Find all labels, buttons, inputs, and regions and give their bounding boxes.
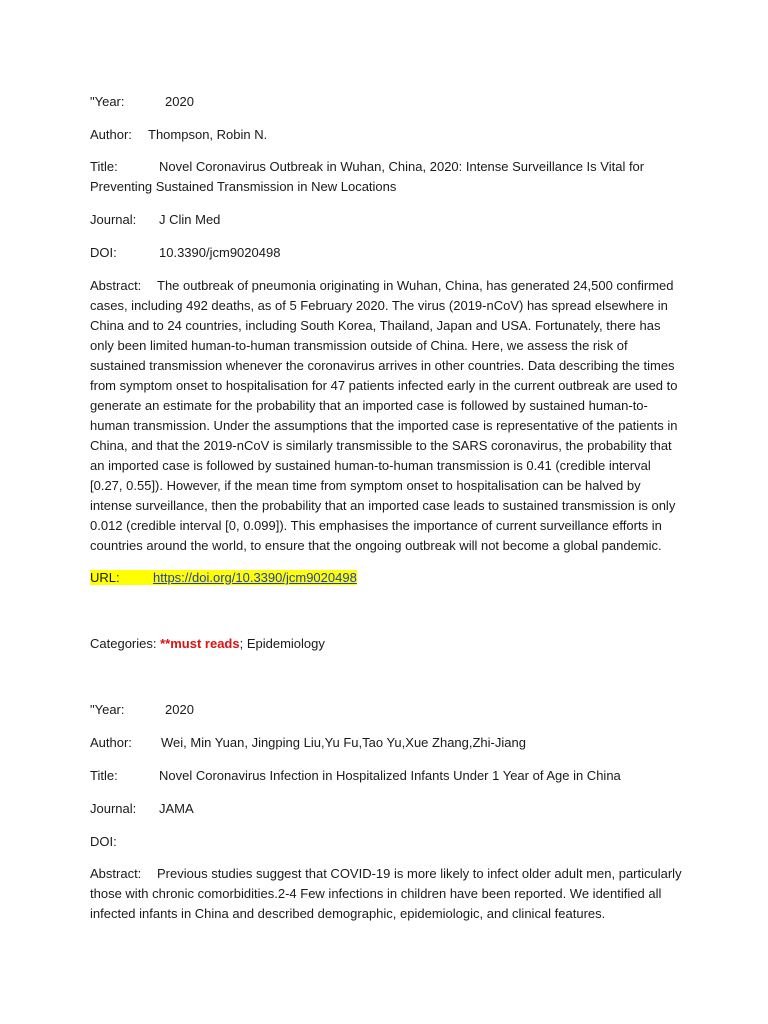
title-value: Novel Coronavirus Infection in Hospitalized Infants Under 1 Year of Age in China — [159, 768, 621, 783]
entry2-abstract — [90, 864, 682, 924]
entry2-title-row — [90, 766, 621, 786]
entry1-abstract — [90, 276, 682, 556]
year-value: 2020 — [165, 702, 194, 717]
url-highlight — [90, 570, 357, 585]
category-must-reads: **must reads — [160, 636, 240, 651]
doi-label: DOI: — [90, 834, 117, 849]
entry1-url-row — [90, 568, 357, 588]
entry1-journal-row — [90, 210, 220, 230]
year-label: "Year: — [90, 702, 125, 717]
year-label: "Year: — [90, 94, 125, 109]
abstract-text: The outbreak of pneumonia originating in Wuhan, China, has generated 24,500 confirmed cases, including 492 deaths, as of 5 February 2020. The virus (2019-nCoV) has spread elsewhere in China and to 24 countries, including South Korea, Thailand, Japan and USA. Fortunately, there has only been limited human-to-human transmission outside of China. Here, we assess the risk of sustained transmission whenever the coronavirus arrives in other countries. Data describing the times from symptom onset to hospitalisation for 47 patients infected early in the current outbreak are used to generate an estimate for the probability that an imported case is followed by sustained human-to-human transmission. Under the assumptions that the imported case is representative of the patients in China, and that the 2019-nCoV is similarly transmissible to the SARS coronavirus, the probability that an imported case is followed by sustained human-to-human transmission is 0.41 (credible interval [0.27, 0.55]). However, if the mean time from symptom onset to hospitalisation can be halved by intense surveillance, then the probability that an imported case leads to sustained transmission is only 0.012 (credible interval [0, 0.099]). This emphasises the importance of current surveillance efforts in countries around the world, to ensure that the ongoing outbreak will not become a global pandemic. — [90, 278, 678, 553]
title-value-line1: Novel Coronavirus Outbreak in Wuhan, China, 2020: Intense Surveillance Is Vital for — [159, 159, 645, 174]
author-value: Thompson, Robin N. — [148, 127, 268, 142]
author-label: Author: — [90, 127, 132, 142]
entry2-doi-row — [90, 832, 117, 852]
url-link[interactable]: https://doi.org/10.3390/jcm9020498 — [153, 570, 357, 585]
journal-value: JAMA — [159, 801, 194, 816]
abstract-text: Previous studies suggest that COVID-19 is more likely to infect older adult men, particularly those with chronic comorbidities.2-4 Few infections in children have been reported. We identified all infected infants in China and described demographic, epidemiologic, and clinical features. — [90, 866, 682, 921]
url-label: URL: — [90, 570, 120, 585]
doi-value: 10.3390/jcm9020498 — [159, 245, 281, 260]
journal-label: Journal: — [90, 212, 137, 227]
author-value: Wei, Min Yuan, Jingping Liu,Yu Fu,Tao Yu,Xue Zhang,Zhi-Jiang — [161, 735, 526, 750]
abstract-label: Abstract: — [90, 866, 142, 881]
doi-label: DOI: — [90, 245, 117, 260]
entry1-categories-row — [90, 634, 325, 654]
author-label: Author: — [90, 735, 132, 750]
title-label: Title: — [90, 768, 118, 783]
category-rest: ; Epidemiology — [239, 636, 325, 651]
categories-label: Categories: — [90, 636, 157, 651]
title-value-line2: Preventing Sustained Transmission in New Locations — [90, 179, 397, 194]
entry1-title-row-2 — [90, 177, 396, 197]
entry2-year-row — [90, 700, 194, 720]
abstract-label: Abstract: — [90, 278, 142, 293]
entry2-journal-row — [90, 799, 194, 819]
entry1-year-row — [90, 92, 194, 112]
journal-value: J Clin Med — [159, 212, 221, 227]
entry1-doi-row — [90, 243, 280, 263]
entry2-author-row — [90, 733, 526, 753]
entry1-author-row — [90, 125, 267, 145]
year-value: 2020 — [165, 94, 194, 109]
journal-label: Journal: — [90, 801, 137, 816]
entry1-title-row — [90, 157, 644, 177]
title-label: Title: — [90, 159, 118, 174]
